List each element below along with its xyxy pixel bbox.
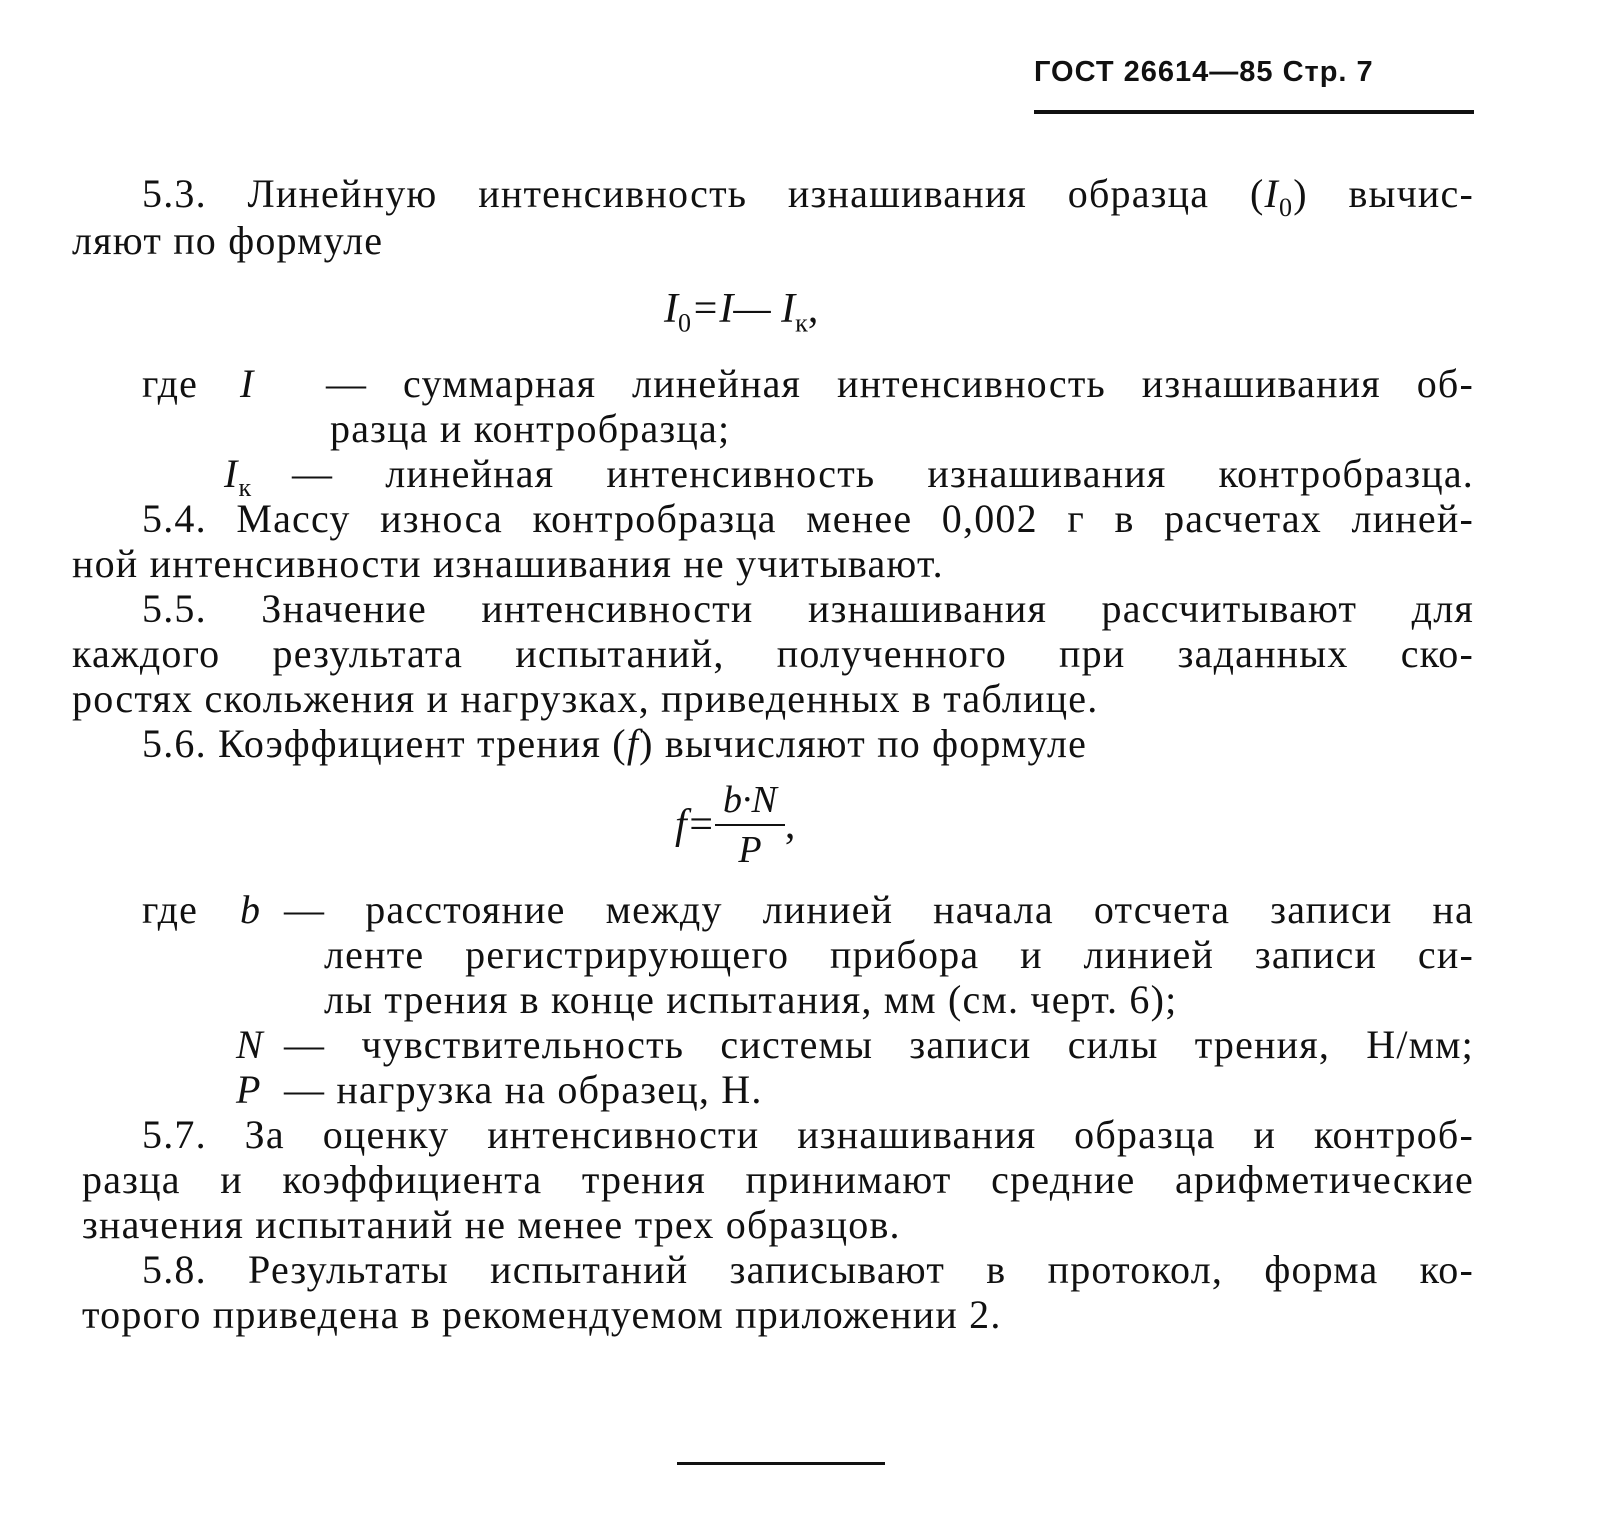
defs1-where: где xyxy=(142,361,199,406)
defs2-n-symbol: N xyxy=(236,1022,264,1067)
defs2-n-text: — чувствительность системы записи силы трения, Н/мм; xyxy=(284,1022,1474,1067)
para-5-5-line-1: 5.5. Значение интенсивности изнашивания рассчитывают для xyxy=(142,586,1474,631)
defs1-i-symbol: I xyxy=(240,361,255,406)
header-rule xyxy=(1034,110,1474,114)
defs2-b-continuation-2: лы трения в конце испытания, мм (см. черт. 6); xyxy=(324,977,1178,1022)
para-5-3-line-1: 5.3. Линейную интенсивность изнашивания образца $(I_0)$ вычис- xyxy=(142,171,1475,222)
fraction-numerator: b·N xyxy=(715,778,785,826)
defs2-p-symbol: P xyxy=(236,1067,262,1112)
defs2-b-symbol: b xyxy=(240,887,262,932)
para-5-5-line-2: каждого результата испытаний, полученного при заданных ско- xyxy=(72,631,1474,676)
para-5-7-line-2: разца и коэффициента трения принимают средние арифметические xyxy=(82,1157,1474,1202)
defs1-ik-text: — линейная интенсивность изнашивания контробразца. xyxy=(292,451,1474,496)
para-5-8-line-1: 5.8. Результаты испытаний записывают в протокол, форма ко- xyxy=(142,1247,1474,1292)
formula-wear-intensity: $I_0=I—$ $I_к$, xyxy=(664,286,819,338)
para-5-7-line-1: 5.7. За оценку интенсивности изнашивания образца и контроб- xyxy=(142,1112,1474,1157)
formula-friction-coefficient: f= $\frac{b\cdot N}{P}$ , xyxy=(675,779,796,871)
defs2-b-continuation-1: ленте регистрирующего прибора и линией записи си- xyxy=(324,932,1474,977)
para-5-6-line-1: 5.6. Коэффициент трения (f) вычисляют по формуле xyxy=(142,721,1088,766)
para-5-4-line-1: 5.4. Массу износа контробразца менее 0,002 г в расчетах линей- xyxy=(142,496,1474,541)
para-5-4-line-2: ной интенсивности изнашивания не учитывают. xyxy=(72,541,944,586)
defs1-i-text: — суммарная линейная интенсивность изнашивания об- xyxy=(326,361,1474,406)
defs1-i-continuation: разца и контробразца; xyxy=(330,406,731,451)
para-5-5-line-3: ростях скольжения и нагрузках, приведенных в таблице. xyxy=(72,676,1099,721)
footer-rule xyxy=(677,1462,885,1465)
defs2-p-text: — нагрузка на образец, Н. xyxy=(284,1067,763,1112)
fraction-denominator: P xyxy=(738,829,762,871)
para-5-7-line-3: значения испытаний не менее трех образцов. xyxy=(82,1202,901,1247)
para-5-3-line-2: ляют по формуле xyxy=(72,218,384,263)
defs2-b-text: — расстояние между линией начала отсчета записи на xyxy=(284,887,1474,932)
defs1-ik-symbol: $I_к$ xyxy=(224,451,253,502)
para-5-8-line-2: торого приведена в рекомендуемом приложении 2. xyxy=(82,1292,1002,1337)
defs2-where: где xyxy=(142,887,199,932)
page-header: ГОСТ 26614—85 Стр. 7 xyxy=(1034,56,1374,88)
